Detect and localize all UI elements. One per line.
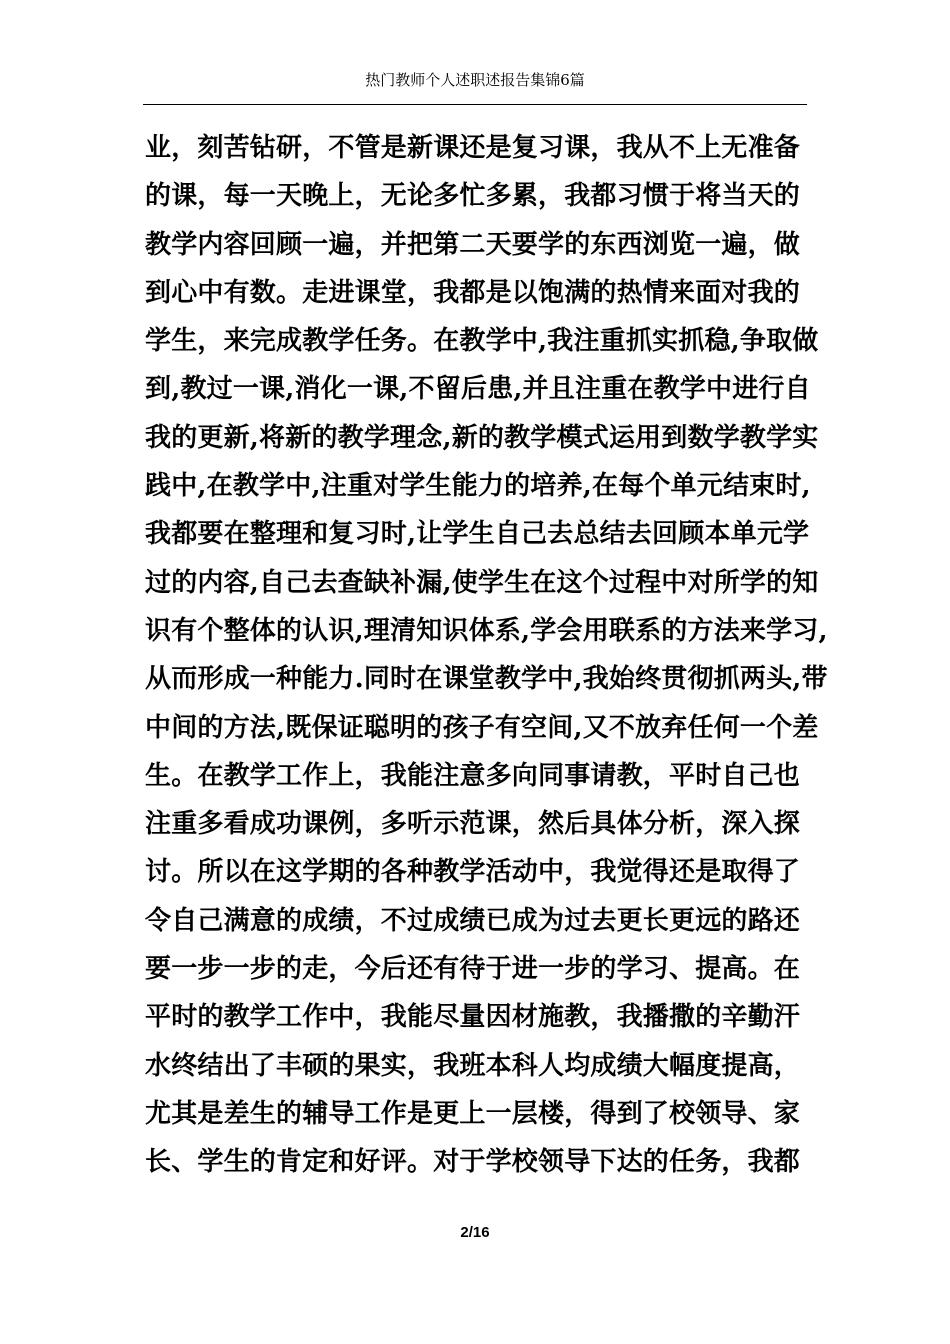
body-line: 令自己满意的成绩，不过成绩已成为过去更长更远的路还 <box>145 905 801 936</box>
header-divider <box>143 104 807 105</box>
document-body <box>145 124 828 1187</box>
body-line: 我都要在整理和复习时,让学生自己去总结去回顾本单元学 <box>145 519 810 550</box>
body-line: 践中,在教学中,注重对学生能力的培养,在每个单元结束时, <box>145 471 811 502</box>
body-line: 教学内容回顾一遍，并把第二天要学的东西浏览一遍，做 <box>145 229 801 260</box>
body-line: 从而形成一种能力.同时在课堂教学中,我始终贯彻抓两头,带 <box>145 664 828 695</box>
body-line: 长、学生的肯定和好评。对于学校领导下达的任务，我都 <box>145 1147 801 1178</box>
body-line: 到心中有数。走进课堂，我都是以饱满的热情来面对我的 <box>145 277 801 308</box>
body-line: 到,教过一课,消化一课,不留后患,并且注重在教学中进行自 <box>145 374 811 405</box>
body-line: 业，刻苦钻研，不管是新课还是复习课，我从不上无准备 <box>145 133 801 163</box>
body-line: 我的更新,将新的教学理念,新的教学模式运用到数学教学实 <box>145 422 819 453</box>
body-line: 中间的方法,既保证聪明的孩子有空间,又不放弃任何一个差 <box>145 712 819 743</box>
body-line: 尤其是差生的辅导工作是更上一层楼，得到了校领导、家 <box>145 1098 801 1129</box>
body-line: 注重多看成功课例，多听示范课，然后具体分析，深入探 <box>145 809 801 840</box>
page-header-title: 热门教师个人述职述报告集锦6篇 <box>365 71 585 89</box>
body-line: 学生，来完成教学任务。在教学中,我注重抓实抓稳,争取做 <box>145 326 819 357</box>
body-line: 平时的教学工作中，我能尽量因材施教，我播撒的辛勤汗 <box>145 1002 801 1033</box>
body-line: 水终结出了丰硕的果实，我班本科人均成绩大幅度提高， <box>145 1050 801 1081</box>
body-line: 过的内容,自己去查缺补漏,使学生在这个过程中对所学的知 <box>145 567 819 598</box>
body-line: 识有个整体的认识,理清知识体系,学会用联系的方法来学习, <box>145 615 828 646</box>
page-number: 2/16 <box>460 1224 490 1241</box>
body-line: 讨。所以在这学期的各种教学活动中，我觉得还是取得了 <box>145 857 801 888</box>
body-line: 要一步一步的走，今后还有待于进一步的学习、提高。在 <box>145 954 801 985</box>
body-line: 生。在教学工作上，我能注意多向同事请教，平时自己也 <box>145 760 801 791</box>
body-line: 的课，每一天晚上，无论多忙多累，我都习惯于将当天的 <box>145 181 801 212</box>
